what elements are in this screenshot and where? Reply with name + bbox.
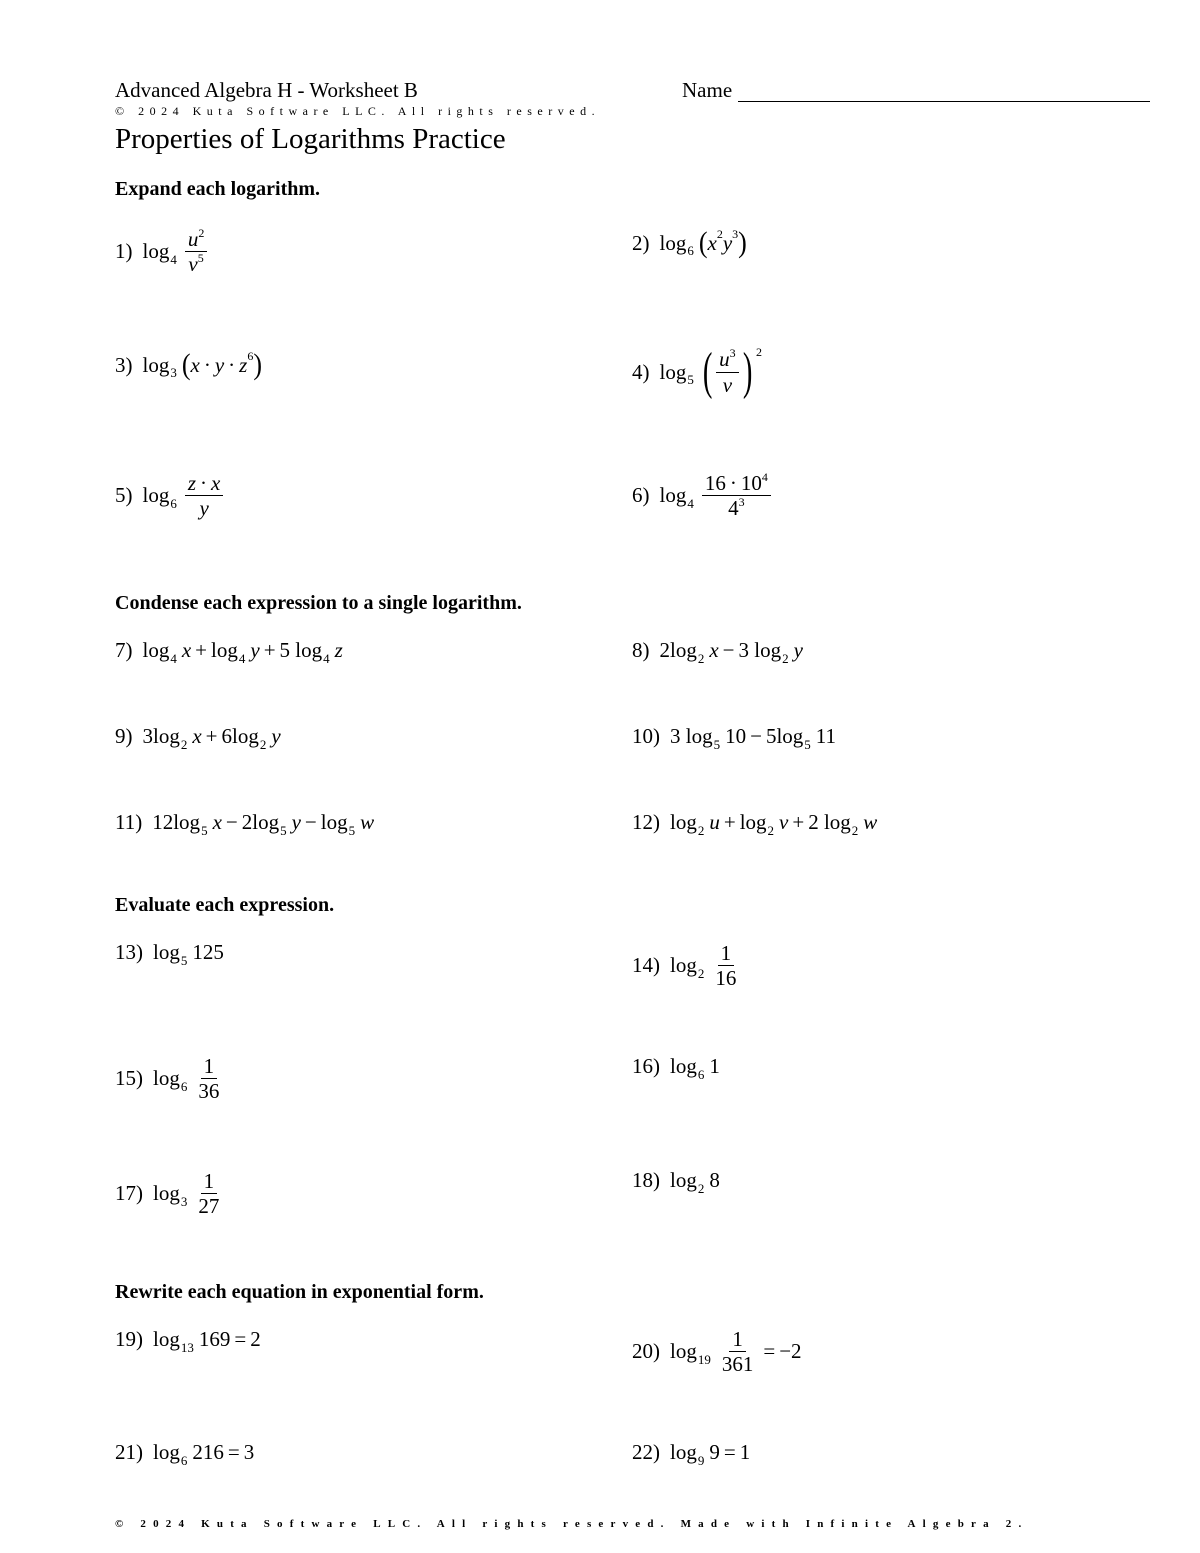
log-text: log bbox=[659, 359, 687, 384]
log-base: 5 bbox=[280, 822, 287, 838]
problem-number: 12) bbox=[632, 810, 660, 834]
coefficient: 3 bbox=[142, 724, 153, 748]
exponent: 2 bbox=[198, 226, 205, 240]
minus-operator: − bbox=[750, 724, 762, 748]
variable: y bbox=[250, 638, 260, 662]
denominator: 361 bbox=[721, 1352, 754, 1377]
section-rewrite-heading: Rewrite each equation in exponential form. bbox=[115, 1281, 484, 1303]
equals-sign: = bbox=[723, 1440, 736, 1464]
coefficient: 2 bbox=[659, 638, 670, 662]
variable: u bbox=[709, 810, 720, 834]
plus-operator: + bbox=[205, 724, 218, 748]
log-base: 4 bbox=[323, 650, 330, 666]
problem-7 bbox=[115, 638, 343, 666]
log-base: 4 bbox=[687, 495, 694, 511]
left-paren: ( bbox=[181, 347, 191, 382]
number: 11 bbox=[815, 724, 837, 748]
problem-number: 4) bbox=[632, 359, 650, 384]
log-text: log bbox=[776, 724, 804, 748]
numerator: 1 bbox=[201, 1055, 218, 1079]
exponent: 2 bbox=[756, 344, 762, 359]
problem-11 bbox=[115, 810, 375, 838]
section-evaluate-heading: Evaluate each expression. bbox=[115, 894, 335, 916]
problem-number: 7) bbox=[115, 638, 133, 662]
right-paren: ) bbox=[742, 343, 753, 400]
log-text: log bbox=[153, 1181, 180, 1206]
number: 3 bbox=[243, 1440, 255, 1464]
log-base: 4 bbox=[170, 650, 177, 666]
problem-number: 8) bbox=[632, 638, 650, 662]
left-paren: ( bbox=[702, 343, 713, 400]
problem-number: 20) bbox=[632, 1339, 660, 1364]
problem-21 bbox=[115, 1440, 255, 1468]
number: −2 bbox=[779, 1339, 802, 1364]
fraction bbox=[195, 1170, 222, 1217]
log-base: 5 bbox=[804, 736, 811, 752]
problem-13 bbox=[115, 940, 224, 968]
numerator-var: u bbox=[187, 227, 199, 251]
log-text: log bbox=[232, 724, 259, 748]
name-blank-line[interactable] bbox=[738, 101, 1150, 102]
plus-operator: + bbox=[263, 638, 276, 662]
log-base: 6 bbox=[170, 495, 177, 511]
numerator-var: u bbox=[719, 347, 730, 372]
log-base: 9 bbox=[697, 1452, 705, 1468]
numerator: 1 bbox=[718, 942, 735, 966]
log-base: 2 bbox=[259, 736, 267, 752]
denominator: 27 bbox=[198, 1194, 220, 1219]
log-base: 6 bbox=[687, 243, 694, 258]
log-base: 6 bbox=[180, 1078, 188, 1094]
problem-19 bbox=[115, 1327, 261, 1355]
log-text: log bbox=[153, 1066, 180, 1091]
name-label: Name bbox=[682, 78, 733, 102]
problem-4 bbox=[632, 343, 762, 400]
log-text: log bbox=[670, 638, 697, 662]
log-text: log bbox=[142, 638, 170, 662]
page-title: Properties of Logarithms Practice bbox=[115, 123, 506, 155]
log-text: log bbox=[659, 230, 687, 255]
variable: z bbox=[187, 471, 197, 495]
problem-number: 6) bbox=[632, 483, 650, 508]
equals-sign: = bbox=[234, 1327, 247, 1351]
variable: y bbox=[793, 638, 803, 662]
number: 1 bbox=[739, 1440, 751, 1464]
coefficient: 2 bbox=[241, 810, 253, 834]
coefficient: 12 bbox=[152, 810, 174, 834]
log-text: log bbox=[670, 1339, 697, 1364]
problem-number: 13) bbox=[115, 940, 143, 964]
equals-sign: = bbox=[227, 1440, 240, 1464]
problem-22 bbox=[632, 1440, 751, 1468]
variable: x bbox=[192, 724, 202, 748]
variable: y bbox=[722, 230, 733, 255]
numerator: 1 bbox=[201, 1170, 218, 1194]
exponent: 3 bbox=[729, 346, 736, 361]
coefficient: 3 bbox=[670, 724, 681, 748]
problem-number: 10) bbox=[632, 724, 660, 748]
log-text: log bbox=[142, 352, 170, 377]
problem-20 bbox=[632, 1328, 802, 1375]
problem-number: 19) bbox=[115, 1327, 143, 1351]
log-text: log bbox=[153, 1440, 180, 1464]
coefficient: 5 bbox=[279, 638, 291, 662]
log-text: log bbox=[153, 1327, 180, 1351]
problem-8 bbox=[632, 638, 803, 666]
log-base: 5 bbox=[687, 372, 694, 387]
problem-18 bbox=[632, 1168, 720, 1196]
fraction bbox=[702, 472, 771, 519]
denominator-var: v bbox=[722, 372, 733, 397]
variable: v bbox=[779, 810, 789, 834]
variable: y bbox=[214, 352, 225, 377]
problem-number: 1) bbox=[115, 239, 133, 264]
variable: x bbox=[709, 638, 719, 662]
log-text: log bbox=[670, 810, 697, 834]
variable: y bbox=[199, 496, 209, 521]
fraction bbox=[185, 472, 224, 519]
problem-12 bbox=[632, 810, 878, 838]
variable: y bbox=[271, 724, 281, 748]
number: 10 bbox=[740, 471, 762, 495]
problem-9 bbox=[115, 724, 281, 752]
right-paren: ) bbox=[738, 225, 747, 260]
problem-15 bbox=[115, 1055, 225, 1102]
problem-number: 22) bbox=[632, 1440, 660, 1464]
fraction bbox=[185, 228, 208, 275]
number: 8 bbox=[709, 1168, 720, 1192]
denominator: 36 bbox=[198, 1079, 220, 1104]
log-base: 3 bbox=[180, 1193, 188, 1209]
coefficient: 6 bbox=[221, 724, 233, 748]
problem-number: 18) bbox=[632, 1168, 660, 1192]
log-base: 6 bbox=[180, 1452, 188, 1468]
denominator-var: v bbox=[188, 252, 198, 277]
log-text: log bbox=[295, 638, 323, 662]
number: 9 bbox=[709, 1440, 720, 1464]
number: 2 bbox=[250, 1327, 261, 1351]
log-text: log bbox=[754, 638, 782, 662]
number: 1 bbox=[709, 1054, 720, 1078]
log-text: log bbox=[685, 724, 713, 748]
variable: w bbox=[360, 810, 375, 834]
problem-10 bbox=[632, 724, 837, 752]
exponent: 2 bbox=[716, 226, 723, 241]
dot-operator: · bbox=[200, 471, 208, 495]
left-paren: ( bbox=[698, 225, 708, 260]
log-text: log bbox=[823, 810, 851, 834]
log-text: log bbox=[153, 940, 180, 964]
exponent: 6 bbox=[247, 348, 254, 363]
log-base: 2 bbox=[697, 1180, 705, 1196]
log-text: log bbox=[739, 810, 767, 834]
problem-number: 17) bbox=[115, 1181, 143, 1206]
variable: z bbox=[239, 352, 248, 377]
minus-operator: − bbox=[225, 810, 238, 834]
number: 169 bbox=[198, 1327, 231, 1351]
fraction bbox=[195, 1055, 222, 1102]
problem-number: 2) bbox=[632, 230, 650, 255]
log-text: log bbox=[142, 483, 170, 508]
variable: x bbox=[211, 471, 221, 495]
problem-number: 5) bbox=[115, 483, 133, 508]
dot-operator: · bbox=[203, 352, 211, 377]
exponent: 3 bbox=[738, 495, 745, 510]
log-text: log bbox=[211, 638, 238, 662]
variable: w bbox=[863, 810, 878, 834]
coefficient: 3 bbox=[738, 638, 750, 662]
log-base: 2 bbox=[851, 822, 859, 838]
variable: x bbox=[181, 638, 192, 662]
problem-17 bbox=[115, 1170, 225, 1217]
problem-16 bbox=[632, 1054, 720, 1082]
number: 16 bbox=[704, 471, 726, 495]
dot-operator: · bbox=[729, 471, 737, 495]
log-base: 2 bbox=[180, 736, 188, 752]
log-base: 3 bbox=[170, 365, 177, 380]
log-base: 5 bbox=[201, 822, 208, 838]
problem-number: 21) bbox=[115, 1440, 143, 1464]
log-base: 5 bbox=[180, 952, 188, 968]
equals-sign: = bbox=[763, 1339, 776, 1364]
minus-operator: − bbox=[722, 638, 735, 662]
exponent: 3 bbox=[732, 226, 739, 241]
log-text: log bbox=[670, 1440, 697, 1464]
log-base: 6 bbox=[697, 1066, 705, 1082]
number: 125 bbox=[192, 940, 224, 964]
right-paren: ) bbox=[253, 347, 263, 382]
log-base: 5 bbox=[348, 822, 356, 838]
dot-operator: · bbox=[228, 352, 236, 377]
log-base: 19 bbox=[697, 1351, 711, 1367]
variable: x bbox=[212, 810, 222, 834]
log-base: 4 bbox=[170, 251, 177, 267]
plus-operator: + bbox=[792, 810, 805, 834]
log-base: 5 bbox=[713, 736, 721, 752]
problem-number: 15) bbox=[115, 1066, 143, 1091]
problem-3 bbox=[115, 347, 263, 382]
problem-number: 3) bbox=[115, 352, 133, 377]
number: 4 bbox=[728, 496, 739, 521]
problem-number: 14) bbox=[632, 953, 660, 978]
coefficient: 2 bbox=[808, 810, 819, 834]
variable: x bbox=[707, 230, 717, 255]
footer-copyright: © 2024 Kuta Software LLC. All rights reserved. Made with Infinite Algebra 2. bbox=[115, 1518, 1029, 1530]
problem-1 bbox=[115, 228, 210, 275]
plus-operator: + bbox=[723, 810, 736, 834]
log-base: 2 bbox=[782, 650, 789, 666]
number: 10 bbox=[725, 724, 747, 748]
fraction bbox=[716, 348, 739, 395]
log-text: log bbox=[670, 953, 697, 978]
fraction bbox=[712, 942, 739, 989]
log-text: log bbox=[670, 1168, 697, 1192]
problem-number: 11) bbox=[115, 810, 143, 834]
problem-number: 16) bbox=[632, 1054, 660, 1078]
log-text: log bbox=[659, 483, 687, 508]
log-base: 2 bbox=[697, 965, 705, 981]
problem-14 bbox=[632, 942, 742, 989]
number: 216 bbox=[192, 1440, 224, 1464]
coefficient: 5 bbox=[765, 724, 777, 748]
variable: z bbox=[334, 638, 343, 662]
problem-number: 9) bbox=[115, 724, 133, 748]
minus-operator: − bbox=[304, 810, 317, 834]
variable: y bbox=[291, 810, 301, 834]
log-text: log bbox=[670, 1054, 697, 1078]
log-base: 2 bbox=[767, 822, 775, 838]
log-text: log bbox=[320, 810, 348, 834]
log-base: 2 bbox=[697, 822, 705, 838]
denominator: 16 bbox=[715, 966, 737, 991]
log-text: log bbox=[252, 810, 280, 834]
log-text: log bbox=[142, 239, 170, 264]
log-text: log bbox=[153, 724, 180, 748]
exponent: 4 bbox=[761, 470, 768, 484]
problem-5 bbox=[115, 472, 226, 519]
worksheet-course-title: Advanced Algebra H - Worksheet B bbox=[115, 78, 418, 102]
log-base: 13 bbox=[180, 1339, 194, 1355]
problem-2 bbox=[632, 225, 747, 260]
log-base: 4 bbox=[238, 650, 246, 666]
plus-operator: + bbox=[195, 638, 208, 662]
log-text: log bbox=[173, 810, 201, 834]
variable: x bbox=[190, 352, 200, 377]
section-condense-heading: Condense each expression to a single logarithm. bbox=[115, 592, 522, 614]
copyright-top: © 2024 Kuta Software LLC. All rights reserved. bbox=[115, 104, 601, 118]
problem-6 bbox=[632, 472, 774, 519]
exponent: 5 bbox=[197, 251, 204, 266]
log-base: 2 bbox=[697, 650, 705, 666]
numerator: 1 bbox=[729, 1328, 746, 1352]
fraction bbox=[719, 1328, 757, 1375]
section-expand-heading: Expand each logarithm. bbox=[115, 178, 321, 200]
